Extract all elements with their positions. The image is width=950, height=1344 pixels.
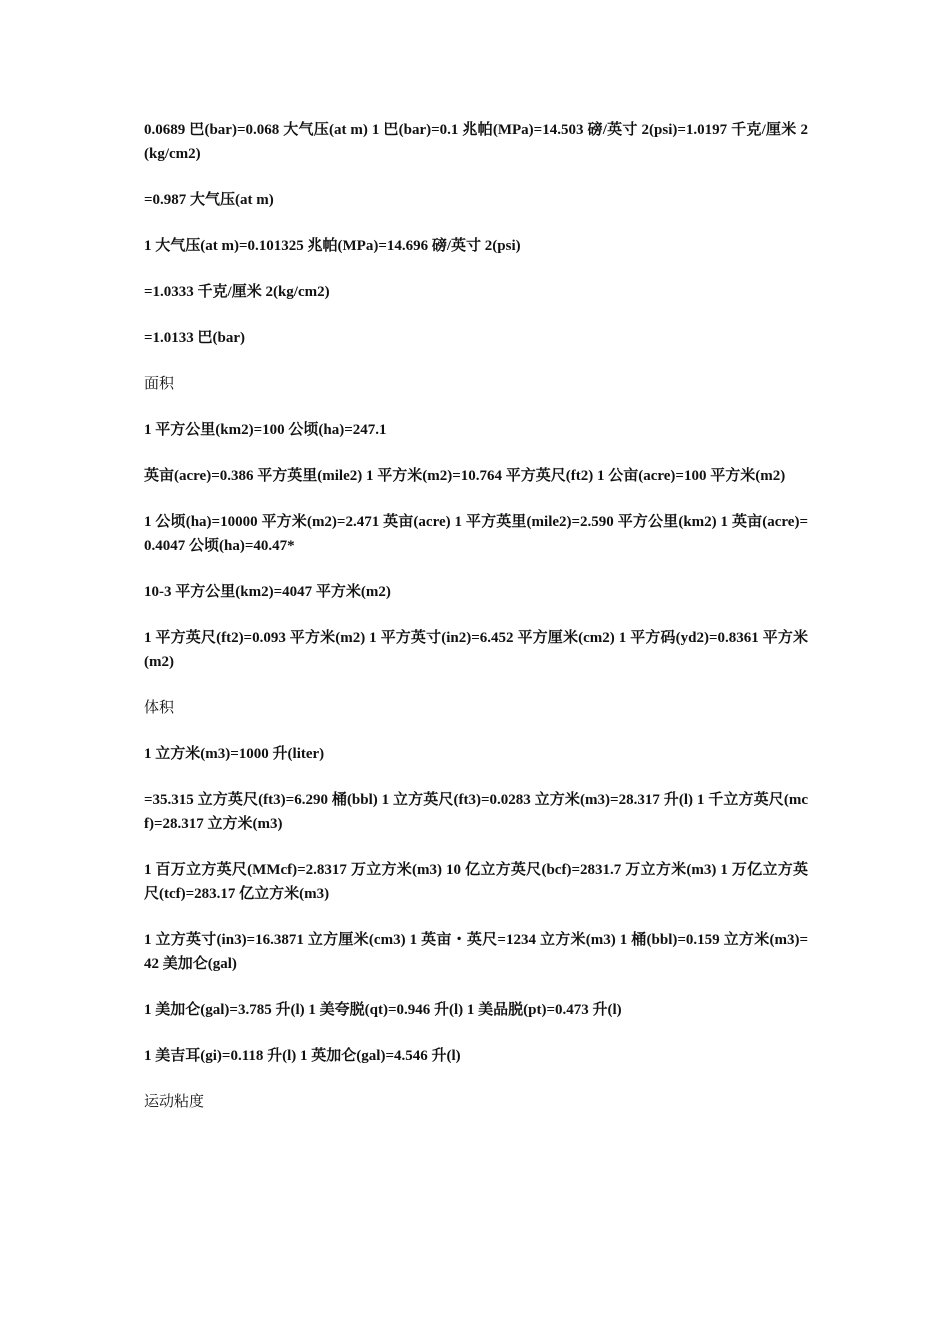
section-heading-volume: 体积 [144, 700, 175, 716]
paragraph-area-5: 1 平方英尺(ft2)=0.093 平方米(m2) 1 平方英寸(in2)=6.452 平方厘米(cm2) 1 平方码(yd2)=0.8361 平方米(m2) [144, 630, 808, 670]
paragraph-volume-3: 1 百万立方英尺(MMcf)=2.8317 万立方米(m3) 10 亿立方英尺(bcf)=2831.7 万立方米(m3) 1 万亿立方英尺(tcf)=283.17 亿立方米(m3) [144, 862, 808, 902]
paragraph-area-4: 10-3 平方公里(km2)=4047 平方米(m2) [144, 584, 391, 600]
paragraph-pressure-1: 0.0689 巴(bar)=0.068 大气压(at m) 1 巴(bar)=0.1 兆帕(MPa)=14.503 磅/英寸 2(psi)=1.0197 千克/厘米 2(kg/cm2) [144, 122, 808, 162]
paragraph-volume-6: 1 美吉耳(gi)=0.118 升(l) 1 英加仑(gal)=4.546 升(l) [144, 1048, 461, 1064]
paragraph-volume-4: 1 立方英寸(in3)=16.3871 立方厘米(cm3) 1 英亩・英尺=1234 立方米(m3) 1 桶(bbl)=0.159 立方米(m3)=42 美加仑(gal) [144, 932, 808, 972]
paragraph-pressure-5: =1.0133 巴(bar) [144, 330, 246, 346]
document-body [144, 118, 808, 1136]
paragraph-pressure-2: =0.987 大气压(at m) [144, 192, 274, 208]
section-heading-area: 面积 [144, 376, 175, 392]
paragraph-area-3: 1 公顷(ha)=10000 平方米(m2)=2.471 英亩(acre) 1 平方英里(mile2)=2.590 平方公里(km2) 1 英亩(acre)=0.4047 公顷(ha)=40.47* [144, 514, 808, 554]
paragraph-volume-5: 1 美加仑(gal)=3.785 升(l) 1 美夸脱(qt)=0.946 升(l) 1 美品脱(pt)=0.473 升(l) [144, 1002, 622, 1018]
paragraph-volume-2: =35.315 立方英尺(ft3)=6.290 桶(bbl) 1 立方英尺(ft3)=0.0283 立方米(m3)=28.317 升(l) 1 千立方英尺(mcf)=28.317 立方米(m3) [144, 792, 808, 832]
paragraph-pressure-4: =1.0333 千克/厘米 2(kg/cm2) [144, 284, 330, 300]
paragraph-area-2: 英亩(acre)=0.386 平方英里(mile2) 1 平方米(m2)=10.764 平方英尺(ft2) 1 公亩(acre)=100 平方米(m2) [144, 468, 786, 484]
paragraph-volume-1: 1 立方米(m3)=1000 升(liter) [144, 746, 325, 762]
section-heading-kinematic-viscosity: 运动粘度 [144, 1094, 205, 1110]
paragraph-area-1: 1 平方公里(km2)=100 公顷(ha)=247.1 [144, 422, 387, 438]
paragraph-pressure-3: 1 大气压(at m)=0.101325 兆帕(MPa)=14.696 磅/英寸 2(psi) [144, 238, 521, 254]
